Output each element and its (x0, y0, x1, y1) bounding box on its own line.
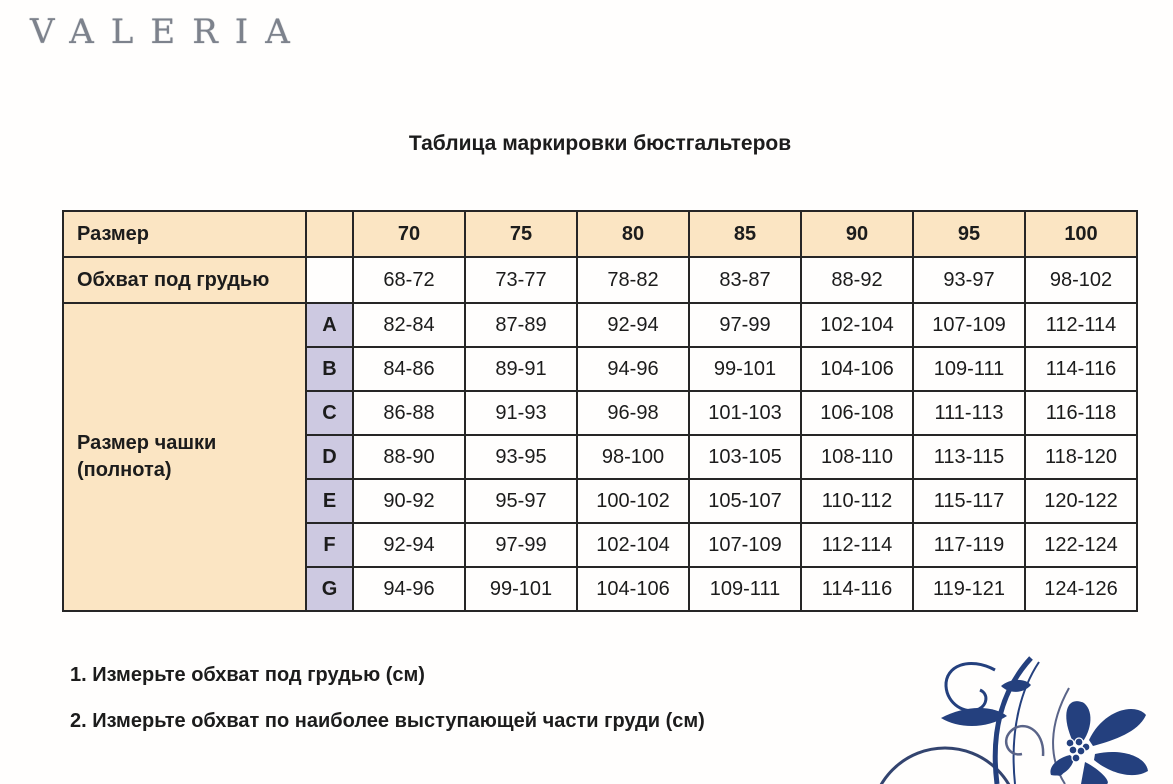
instruction-step-2: 2. Измерьте обхват по наиболее выступающей части груди (см) (70, 710, 705, 732)
table-cell: 88-92 (801, 257, 913, 303)
table-cell: 93-97 (913, 257, 1025, 303)
table-cell: 94-96 (577, 347, 689, 391)
table-cell: 90-92 (353, 479, 465, 523)
table-cell: 116-118 (1025, 391, 1137, 435)
table-cell: 118-120 (1025, 435, 1137, 479)
size-header-cell: 100 (1025, 211, 1137, 257)
bra-size-table (62, 210, 1138, 612)
table-cell: 107-109 (913, 303, 1025, 347)
table-cell: 107-109 (689, 523, 801, 567)
table-cell: 98-100 (577, 435, 689, 479)
size-header-cell: 80 (577, 211, 689, 257)
table-cell: 100-102 (577, 479, 689, 523)
table-cell: 68-72 (353, 257, 465, 303)
table-cell: 89-91 (465, 347, 577, 391)
table-cell: 102-104 (577, 523, 689, 567)
table-row-size (63, 211, 1137, 257)
table-cell: 92-94 (577, 303, 689, 347)
cup-letter-cell: D (306, 435, 353, 479)
table-cell: 115-117 (913, 479, 1025, 523)
table-cell: 92-94 (353, 523, 465, 567)
table-cell: 86-88 (353, 391, 465, 435)
page-title: Таблица маркировки бюстгальтеров (408, 132, 792, 155)
table-cell: 122-124 (1025, 523, 1137, 567)
table-cell: 109-111 (913, 347, 1025, 391)
table-cell: 106-108 (801, 391, 913, 435)
table-cell: 94-96 (353, 567, 465, 611)
table-cell: 113-115 (913, 435, 1025, 479)
size-header-cell: 95 (913, 211, 1025, 257)
cup-letter-cell: F (306, 523, 353, 567)
table-cell: 78-82 (577, 257, 689, 303)
table-cell: 108-110 (801, 435, 913, 479)
cup-letter-cell: B (306, 347, 353, 391)
instruction-step-1: 1. Измерьте обхват под грудью (см) (70, 664, 425, 686)
table-cell: 117-119 (913, 523, 1025, 567)
floral-ornament-icon (873, 654, 1173, 784)
row-label-underbust: Обхват под грудью (63, 257, 306, 303)
table-cell: 88-90 (353, 435, 465, 479)
table-cell: 112-114 (1025, 303, 1137, 347)
cup-letter-cell: A (306, 303, 353, 347)
brand-logo: VALERIA (30, 12, 307, 52)
size-header-cell: 70 (353, 211, 465, 257)
table-cell: 95-97 (465, 479, 577, 523)
table-cell: 93-95 (465, 435, 577, 479)
table-cell: 73-77 (465, 257, 577, 303)
table-cell: 91-93 (465, 391, 577, 435)
cup-letter-cell: C (306, 391, 353, 435)
table-cell: 99-101 (689, 347, 801, 391)
table-cell: 104-106 (801, 347, 913, 391)
cup-label-line1: Размер чашки (77, 432, 217, 454)
spacer-cell (306, 211, 353, 257)
row-label-cup-size (63, 303, 306, 611)
table-cell: 110-112 (801, 479, 913, 523)
table-cell: 82-84 (353, 303, 465, 347)
size-header-cell: 75 (465, 211, 577, 257)
table-cell: 98-102 (1025, 257, 1137, 303)
table-cell: 96-98 (577, 391, 689, 435)
table-cell: 111-113 (913, 391, 1025, 435)
table-cell: 105-107 (689, 479, 801, 523)
table-cell: 114-116 (801, 567, 913, 611)
table-cell: 101-103 (689, 391, 801, 435)
spacer-cell (306, 257, 353, 303)
table-cell: 102-104 (801, 303, 913, 347)
table-cell: 103-105 (689, 435, 801, 479)
cup-letter-cell: E (306, 479, 353, 523)
table-cell: 114-116 (1025, 347, 1137, 391)
table-cell: 84-86 (353, 347, 465, 391)
table-cell: 99-101 (465, 567, 577, 611)
table-cell: 120-122 (1025, 479, 1137, 523)
table-row-cup-a (63, 303, 1137, 347)
cup-letter-cell: G (306, 567, 353, 611)
table-cell: 112-114 (801, 523, 913, 567)
table-cell: 104-106 (577, 567, 689, 611)
cup-label-line2: (полнота) (77, 459, 172, 481)
table-cell: 87-89 (465, 303, 577, 347)
table-row-underbust (63, 257, 1137, 303)
table-cell: 97-99 (689, 303, 801, 347)
table-cell: 97-99 (465, 523, 577, 567)
table-cell: 124-126 (1025, 567, 1137, 611)
size-header-cell: 85 (689, 211, 801, 257)
table-cell: 109-111 (689, 567, 801, 611)
table-cell: 83-87 (689, 257, 801, 303)
row-label-size: Размер (63, 211, 306, 257)
size-header-cell: 90 (801, 211, 913, 257)
table-cell: 119-121 (913, 567, 1025, 611)
